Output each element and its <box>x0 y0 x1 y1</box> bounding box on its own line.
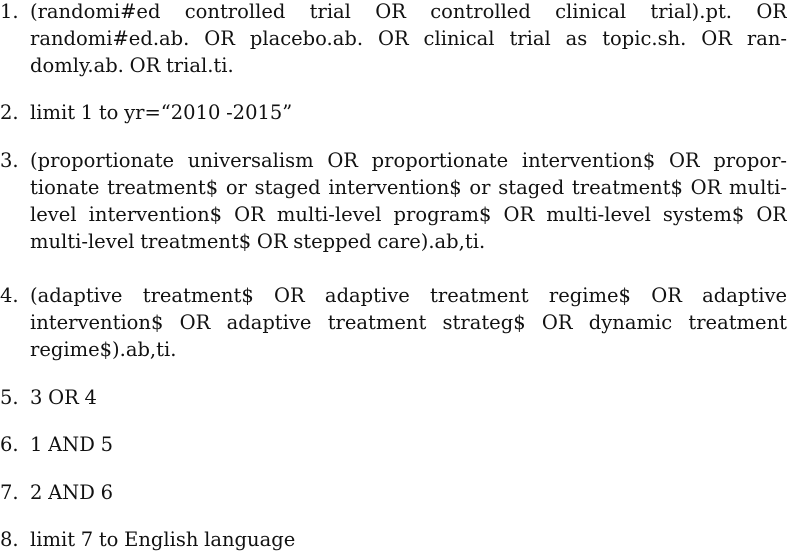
line-text: (adaptive treatment$ OR adaptive treatment regime$ OR adaptive intervention$ OR adaptive treatment strateg$ OR dynamic treatment regime$).ab,ti. <box>30 284 787 361</box>
line-text: (proportionate universalism OR proportionate intervention$ OR proportionate treatment$ or staged intervention$ or staged treatment$ OR multi-level intervention$ OR multi-level program$ OR multi-level system$ OR multi-level treatment$ OR stepped care).ab,ti. <box>30 149 787 253</box>
line-text: limit 7 to English language <box>30 528 296 551</box>
line-text: 3 OR 4 <box>30 386 97 409</box>
line-text: 2 AND 6 <box>30 481 113 504</box>
line-number: 6. <box>0 433 19 456</box>
line-number: 1. <box>0 0 19 23</box>
line-text: limit 1 to yr=“2010 -2015” <box>30 101 293 124</box>
line-number: 5. <box>0 386 19 409</box>
line-number: 2. <box>0 101 19 124</box>
line-text: 1 AND 5 <box>30 433 113 456</box>
line-text: (randomi#ed controlled trial OR controlled clinical trial).pt. OR randomi#ed.ab. OR placebo.ab. OR clinical trial as topic.sh. OR randomly.ab. OR trial.ti. <box>30 0 787 77</box>
line-number: 8. <box>0 528 19 551</box>
line-number: 3. <box>0 149 19 172</box>
line-number: 4. <box>0 284 19 307</box>
line-number: 7. <box>0 481 19 504</box>
